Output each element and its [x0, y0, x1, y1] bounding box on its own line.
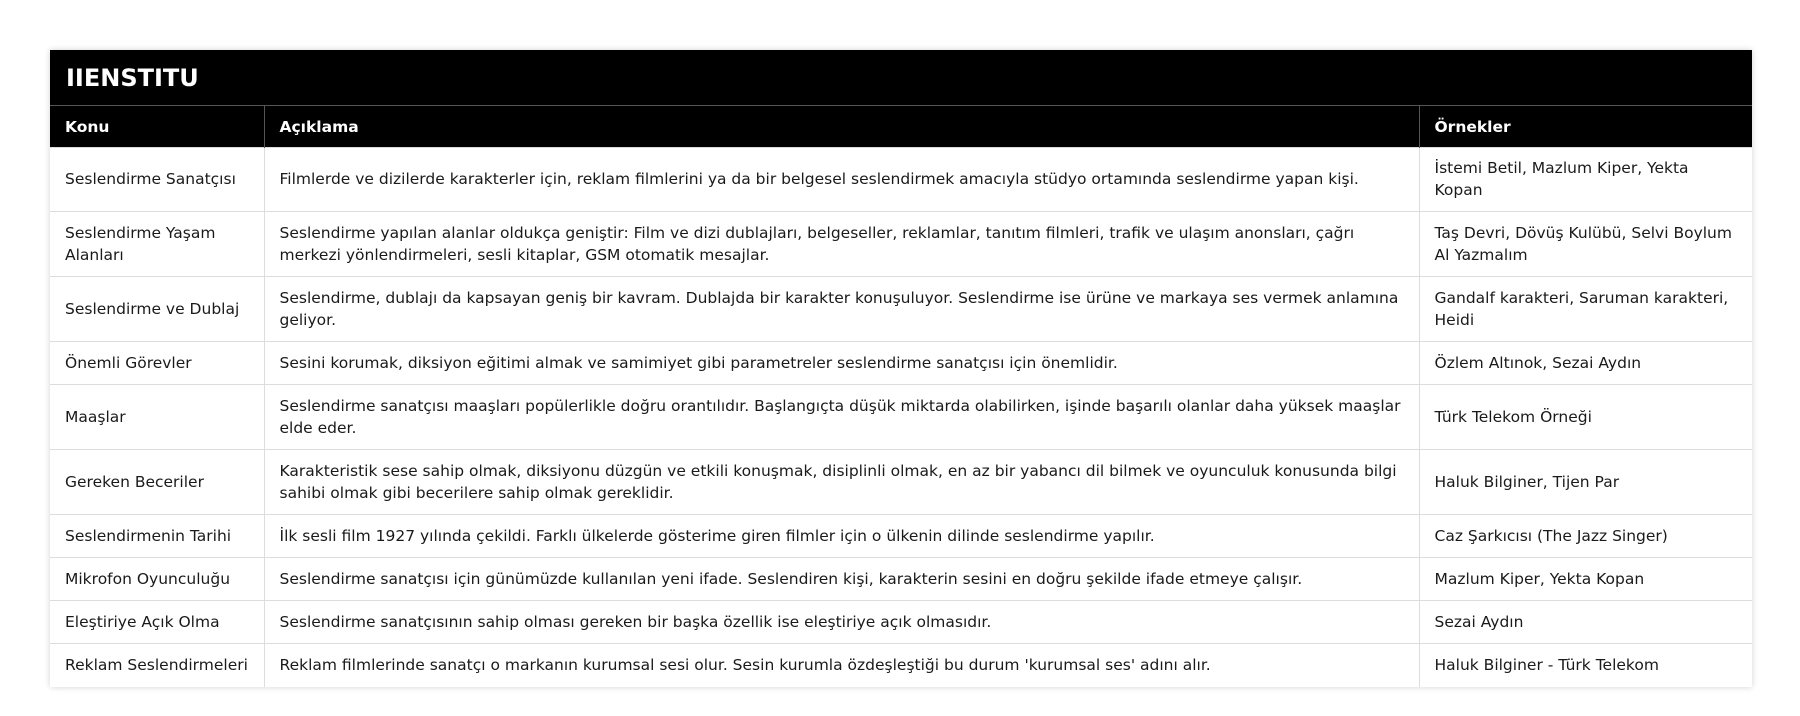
cell-konu: Mikrofon Oyunculuğu	[50, 558, 264, 601]
cell-ornekler: Taş Devri, Dövüş Kulübü, Selvi Boylum Al Yazmalım	[1419, 212, 1752, 277]
cell-aciklama: Seslendirme sanatçısı için günümüzde kullanılan yeni ifade. Seslendiren kişi, karakterin sesini en doğru şekilde ifade etmeye çalışır.	[264, 558, 1419, 601]
header-ornekler: Örnekler	[1419, 106, 1752, 148]
table-card	[50, 50, 1752, 687]
table-row	[50, 148, 1752, 212]
cell-ornekler: Gandalf karakteri, Saruman karakteri, Heidi	[1419, 277, 1752, 342]
cell-ornekler: Özlem Altınok, Sezai Aydın	[1419, 342, 1752, 385]
table-title: IIENSTITU	[50, 50, 1752, 105]
cell-konu: Seslendirmenin Tarihi	[50, 515, 264, 558]
cell-konu: Eleştiriye Açık Olma	[50, 601, 264, 644]
table-row	[50, 601, 1752, 644]
table-header-row	[50, 106, 1752, 148]
data-table	[50, 105, 1752, 687]
cell-ornekler: Haluk Bilginer - Türk Telekom	[1419, 644, 1752, 687]
table-row	[50, 342, 1752, 385]
cell-konu: Reklam Seslendirmeleri	[50, 644, 264, 687]
cell-konu: Seslendirme ve Dublaj	[50, 277, 264, 342]
table-row	[50, 644, 1752, 687]
cell-aciklama: Seslendirme yapılan alanlar oldukça geniştir: Film ve dizi dublajları, belgeseller, reklamlar, tanıtım filmleri, trafik ve ulaşım anonsları, çağrı merkezi yönlendirmeleri, sesli kitaplar, GSM otomatik mesajlar.	[264, 212, 1419, 277]
header-konu: Konu	[50, 106, 264, 148]
cell-aciklama: Filmlerde ve dizilerde karakterler için, reklam filmlerini ya da bir belgesel seslendirmek amacıyla stüdyo ortamında seslendirme yapan kişi.	[264, 148, 1419, 212]
cell-ornekler: İstemi Betil, Mazlum Kiper, Yekta Kopan	[1419, 148, 1752, 212]
table-row	[50, 385, 1752, 450]
header-aciklama: Açıklama	[264, 106, 1419, 148]
table-row	[50, 277, 1752, 342]
cell-aciklama: Seslendirme sanatçısı maaşları popülerlikle doğru orantılıdır. Başlangıçta düşük miktarda olabilirken, işinde başarılı olanlar daha yüksek maaşlar elde eder.	[264, 385, 1419, 450]
cell-konu: Seslendirme Sanatçısı	[50, 148, 264, 212]
table-row	[50, 515, 1752, 558]
cell-aciklama: Reklam filmlerinde sanatçı o markanın kurumsal sesi olur. Sesin kurumla özdeşleştiği bu durum 'kurumsal ses' adını alır.	[264, 644, 1419, 687]
cell-ornekler: Haluk Bilginer, Tijen Par	[1419, 450, 1752, 515]
table-row	[50, 558, 1752, 601]
table-row	[50, 450, 1752, 515]
cell-aciklama: İlk sesli film 1927 yılında çekildi. Farklı ülkelerde gösterime giren filmler için o ülkenin dilinde seslendirme yapılır.	[264, 515, 1419, 558]
cell-konu: Seslendirme Yaşam Alanları	[50, 212, 264, 277]
cell-ornekler: Mazlum Kiper, Yekta Kopan	[1419, 558, 1752, 601]
cell-konu: Gereken Beceriler	[50, 450, 264, 515]
cell-ornekler: Caz Şarkıcısı (The Jazz Singer)	[1419, 515, 1752, 558]
table-row	[50, 212, 1752, 277]
cell-aciklama: Seslendirme, dublajı da kapsayan geniş bir kavram. Dublajda bir karakter konuşuluyor. Seslendirme ise ürüne ve markaya ses vermek anlamına geliyor.	[264, 277, 1419, 342]
cell-aciklama: Sesini korumak, diksiyon eğitimi almak ve samimiyet gibi parametreler seslendirme sanatçısı için önemlidir.	[264, 342, 1419, 385]
cell-aciklama: Karakteristik sese sahip olmak, diksiyonu düzgün ve etkili konuşmak, disiplinli olmak, en az bir yabancı dil bilmek ve oyunculuk konusunda bilgi sahibi olmak gibi becerilere sahip olmak gereklidir.	[264, 450, 1419, 515]
cell-konu: Önemli Görevler	[50, 342, 264, 385]
cell-ornekler: Sezai Aydın	[1419, 601, 1752, 644]
cell-ornekler: Türk Telekom Örneği	[1419, 385, 1752, 450]
cell-aciklama: Seslendirme sanatçısının sahip olması gereken bir başka özellik ise eleştiriye açık olmasıdır.	[264, 601, 1419, 644]
cell-konu: Maaşlar	[50, 385, 264, 450]
